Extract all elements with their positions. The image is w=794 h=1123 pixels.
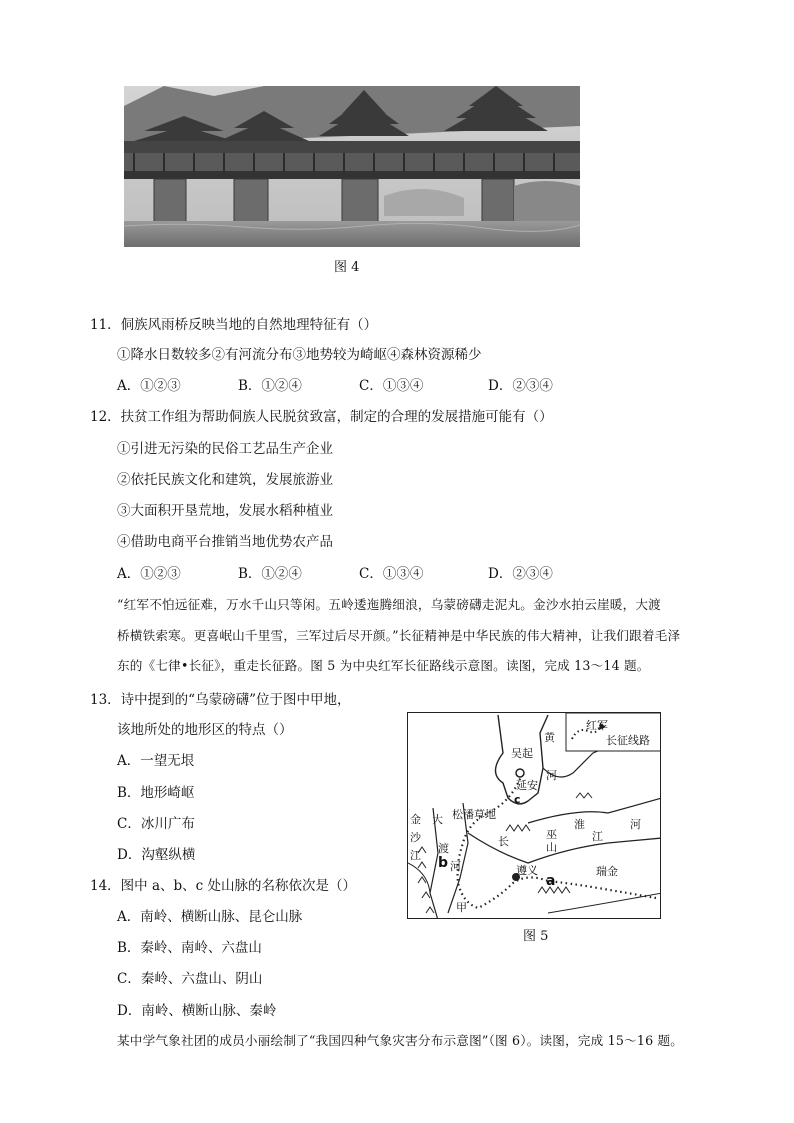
map-label-zunyi: 遵义 (516, 864, 538, 877)
map-label-a: a (546, 873, 556, 889)
map-label-ruijin: 瑞金 (596, 865, 618, 878)
figure-4-caption: 图 4 (334, 260, 360, 275)
map-label-songpan: 松潘草地 (452, 808, 496, 821)
long-march-route-map (407, 712, 661, 919)
question-12-stem: 12．扶贫工作组为帮助侗族人民脱贫致富，制定的合理的发展措施可能有（） (90, 409, 553, 425)
figure-5-caption: 图 5 (523, 929, 549, 944)
question-14-option-b[interactable]: B．秦岭、南岭、六盘山 (117, 940, 262, 956)
question-11-items: ①降水日数较多②有河流分布③地势较为崎岖④森林资源稀少 (117, 347, 482, 363)
questions-15-16-intro: 某中学气象社团的成员小丽绘制了“我国四种气象灾害分布示意图”（图 6）。读图，完成 15～16 题。 (117, 1033, 684, 1048)
map-label-huai: 淮 (574, 818, 585, 831)
question-12-option-a[interactable]: A．①②③ (117, 566, 181, 582)
poem-line-3: 东的《七律•长征》，重走长征路。图 5 为中央红军长征路线示意图。读图，完成 13～14 题。 (117, 658, 650, 673)
map-label-he-1: 河 (546, 769, 557, 782)
map-label-shan: 山 (546, 841, 557, 854)
question-14-stem: 14．图中 a、b、c 处山脉的名称依次是（） (90, 878, 357, 894)
map-label-da: 大 (432, 813, 443, 826)
question-11-option-b[interactable]: B．①②④ (238, 378, 302, 394)
question-13-stem-2: 该地所处的地形区的特点（） (117, 722, 293, 738)
map-label-jiang-2: 江 (410, 849, 421, 862)
map-legend-line-2: 长征线路 (606, 734, 650, 747)
question-13-stem-1: 13．诗中提到的“乌蒙磅礴”位于图中甲地， (90, 692, 351, 708)
map-label-jiang: 江 (592, 830, 603, 843)
question-12-item-2: ②依托民族文化和建筑，发展旅游业 (117, 472, 333, 488)
question-14-option-c[interactable]: C．秦岭、六盘山、阴山 (117, 971, 263, 987)
question-14-option-a[interactable]: A．南岭、横断山脉、昆仑山脉 (117, 909, 303, 925)
question-13-option-a[interactable]: A．一望无垠 (117, 753, 195, 769)
question-13-option-b[interactable]: B．地形崎岖 (117, 785, 195, 801)
map-label-he-2: 河 (630, 818, 641, 831)
question-12-option-d[interactable]: D．②③④ (488, 566, 553, 582)
map-label-yanan: 延安 (516, 779, 538, 792)
question-12-item-4: ④借助电商平台推销当地优势农产品 (117, 534, 333, 550)
question-14-option-d[interactable]: D．南岭、横断山脉、秦岭 (117, 1003, 277, 1019)
question-13-option-d[interactable]: D．沟壑纵横 (117, 847, 196, 863)
question-12-option-c[interactable]: C．①③④ (359, 566, 424, 582)
question-12-item-1: ①引进无污染的民俗工艺品生产企业 (117, 441, 333, 457)
map-label-jia: 甲 (456, 901, 467, 914)
map-label-sha: 沙 (410, 831, 421, 844)
map-label-he-3: 河 (450, 860, 461, 873)
question-11-option-d[interactable]: D．②③④ (488, 378, 553, 394)
map-label-jin: 金 (410, 813, 421, 826)
wind-rain-bridge-photo (124, 86, 580, 247)
map-label-b: b (438, 855, 449, 871)
map-label-c: c (514, 793, 521, 806)
question-11-option-c[interactable]: C．①③④ (359, 378, 424, 394)
map-label-du: 渡 (438, 842, 449, 855)
map-label-wuqi: 吴起 (511, 747, 533, 760)
map-label-wu: 巫 (546, 828, 557, 841)
map-legend-line-1: 红军 (586, 719, 608, 732)
question-12-item-3: ③大面积开垦荒地，发展水稻种植业 (117, 503, 333, 519)
question-11-option-a[interactable]: A．①②③ (117, 378, 181, 394)
question-12-option-b[interactable]: B．①②④ (238, 566, 302, 582)
question-13-option-c[interactable]: C．冰川广布 (117, 816, 195, 832)
question-11-stem: 11．侗族风雨桥反映当地的自然地理特征有（） (90, 317, 378, 333)
map-label-huang: 黄 (544, 731, 555, 744)
map-label-chang: 长 (498, 835, 509, 848)
poem-line-1: “红军不怕远征难，万水千山只等闲。五岭逶迤腾细浪，乌蒙磅礴走泥丸。金沙水拍云崖暖，大渡 (117, 597, 661, 612)
poem-line-2: 桥横铁索寒。更喜岷山千里雪，三军过后尽开颜。”长征精神是中华民族的伟大精神，让我们跟着毛泽 (117, 628, 681, 643)
